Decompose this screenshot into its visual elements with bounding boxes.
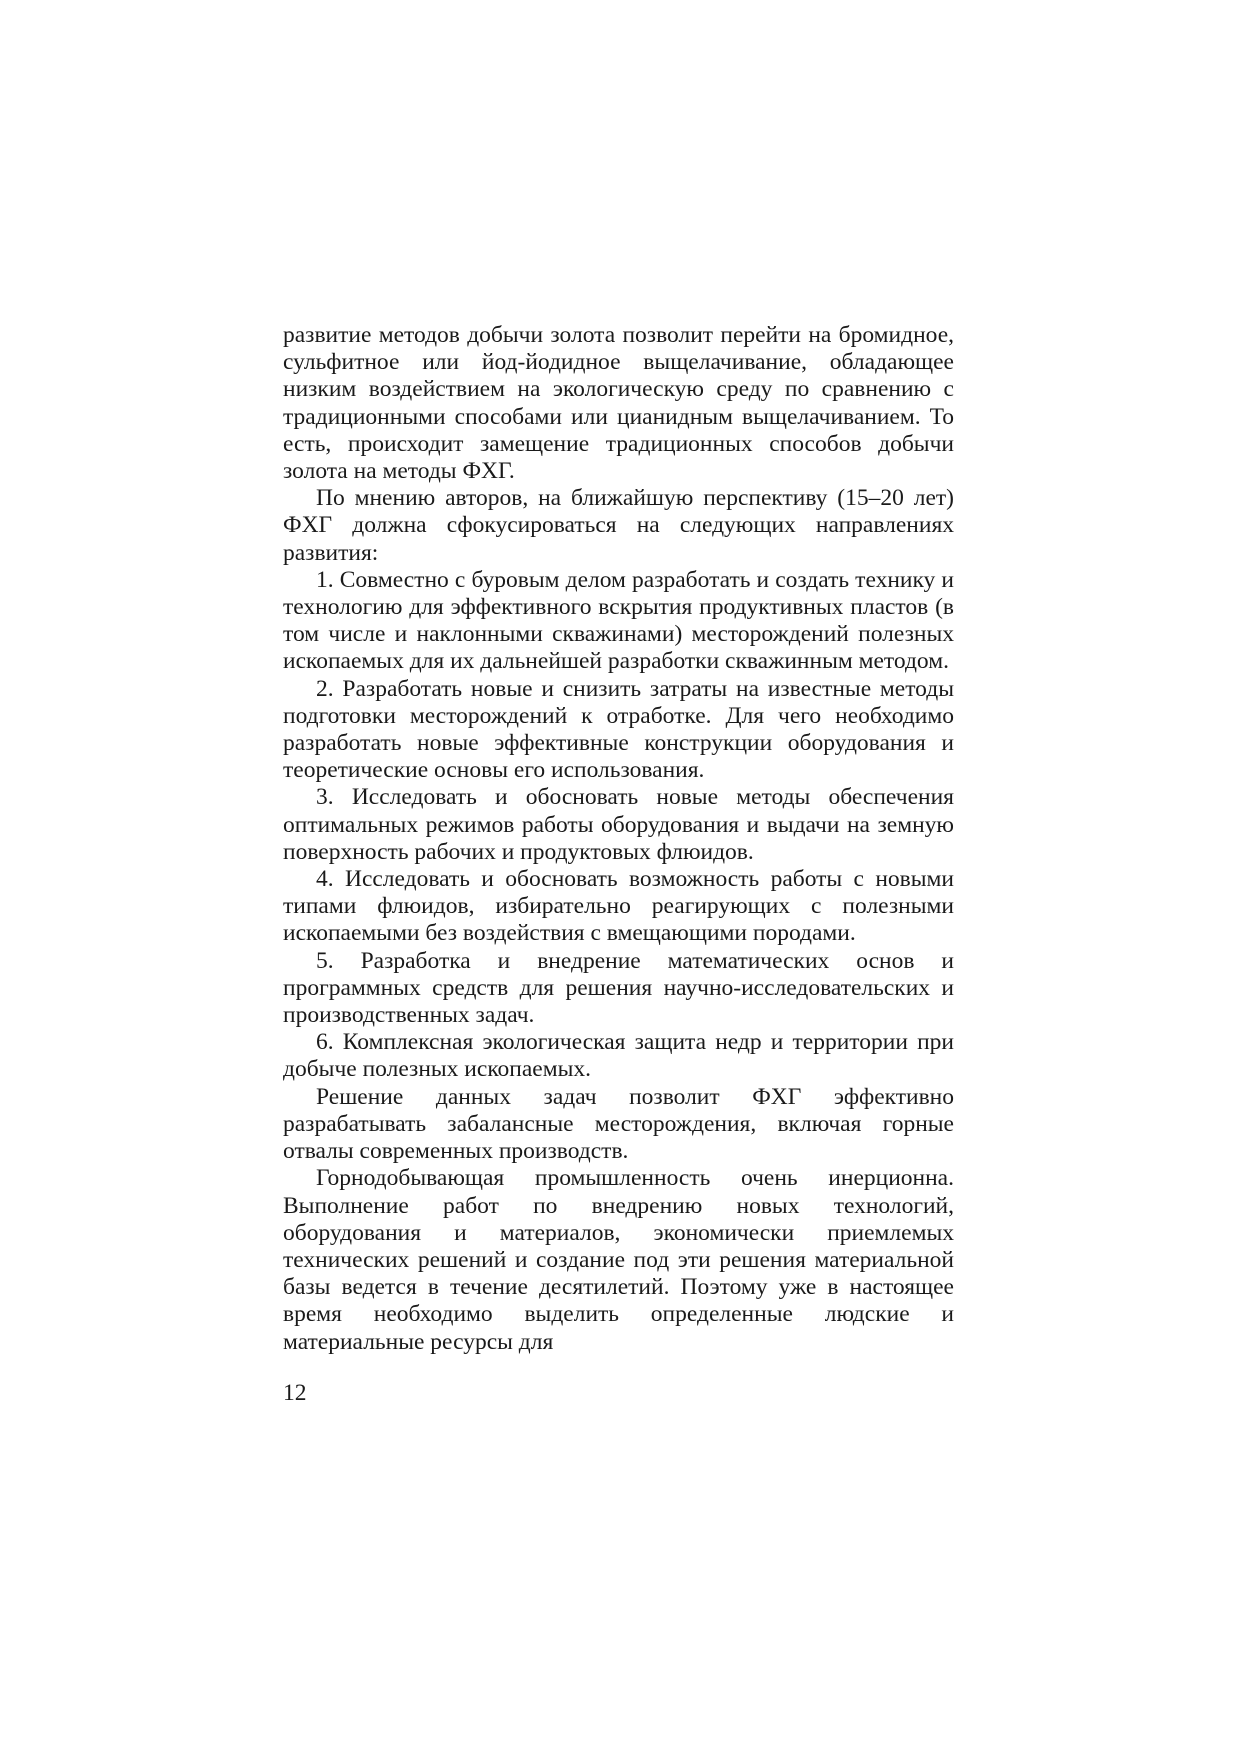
list-item-1: 1. Совместно с буровым делом разработать и создать технику и технологию для эффективного вскрытия продуктивных пластов (в том числе и наклонными скважинами) месторождений полезных ископаемых для их дальнейшей разработки скважинным методом. xyxy=(283,566,954,675)
list-item-5: 5. Разработка и внедрение математических основ и программных средств для решения научно-исследовательских и производственных задач. xyxy=(283,947,954,1029)
paragraph-solution: Решение данных задач позволит ФХГ эффективно разрабатывать забалансные месторождения, включая горные отвалы современных производств. xyxy=(283,1083,954,1165)
body-text xyxy=(283,322,954,1356)
page-number: 12 xyxy=(283,1380,307,1406)
paragraph-industry-inertia: Горнодобывающая промышленность очень инерционна. Выполнение работ по внедрению новых технологий, оборудования и материалов, экономически приемлемых технических решений и создание под эти решения материальной базы ведется в течение десятилетий. Поэтому уже в настоящее время необходимо выделить определенные людские и материальные ресурсы для xyxy=(283,1165,954,1355)
list-item-6: 6. Комплексная экологическая защита недр и территории при добыче полезных ископаемых. xyxy=(283,1029,954,1083)
paragraph-continuation: развитие методов добычи золота позволит перейти на бромидное, сульфитное или йод-йодидное выщелачивание, обладающее низким воздействием на экологическую среду по сравнению с традиционными способами или цианидным выщелачиванием. То есть, происходит замещение традиционных способов добычи золота на методы ФХГ. xyxy=(283,322,954,485)
list-item-3: 3. Исследовать и обосновать новые методы обеспечения оптимальных режимов работы оборудования и выдачи на земную поверхность рабочих и продуктовых флюидов. xyxy=(283,784,954,865)
list-item-2: 2. Разработать новые и снизить затраты на известные методы подготовки месторождений к отработке. Для чего необходимо разработать новые эффективные конструкции оборудования и теоретические основы его использования. xyxy=(283,675,954,784)
list-item-4: 4. Исследовать и обосновать возможность работы с новыми типами флюидов, избирательно реагирующих с полезными ископаемыми без воздействия с вмещающими породами. xyxy=(283,866,954,947)
paragraph-authors-opinion: По мнению авторов, на ближайшую перспективу (15–20 лет) ФХГ должна сфокусироваться на следующих направлениях развития: xyxy=(283,485,954,566)
